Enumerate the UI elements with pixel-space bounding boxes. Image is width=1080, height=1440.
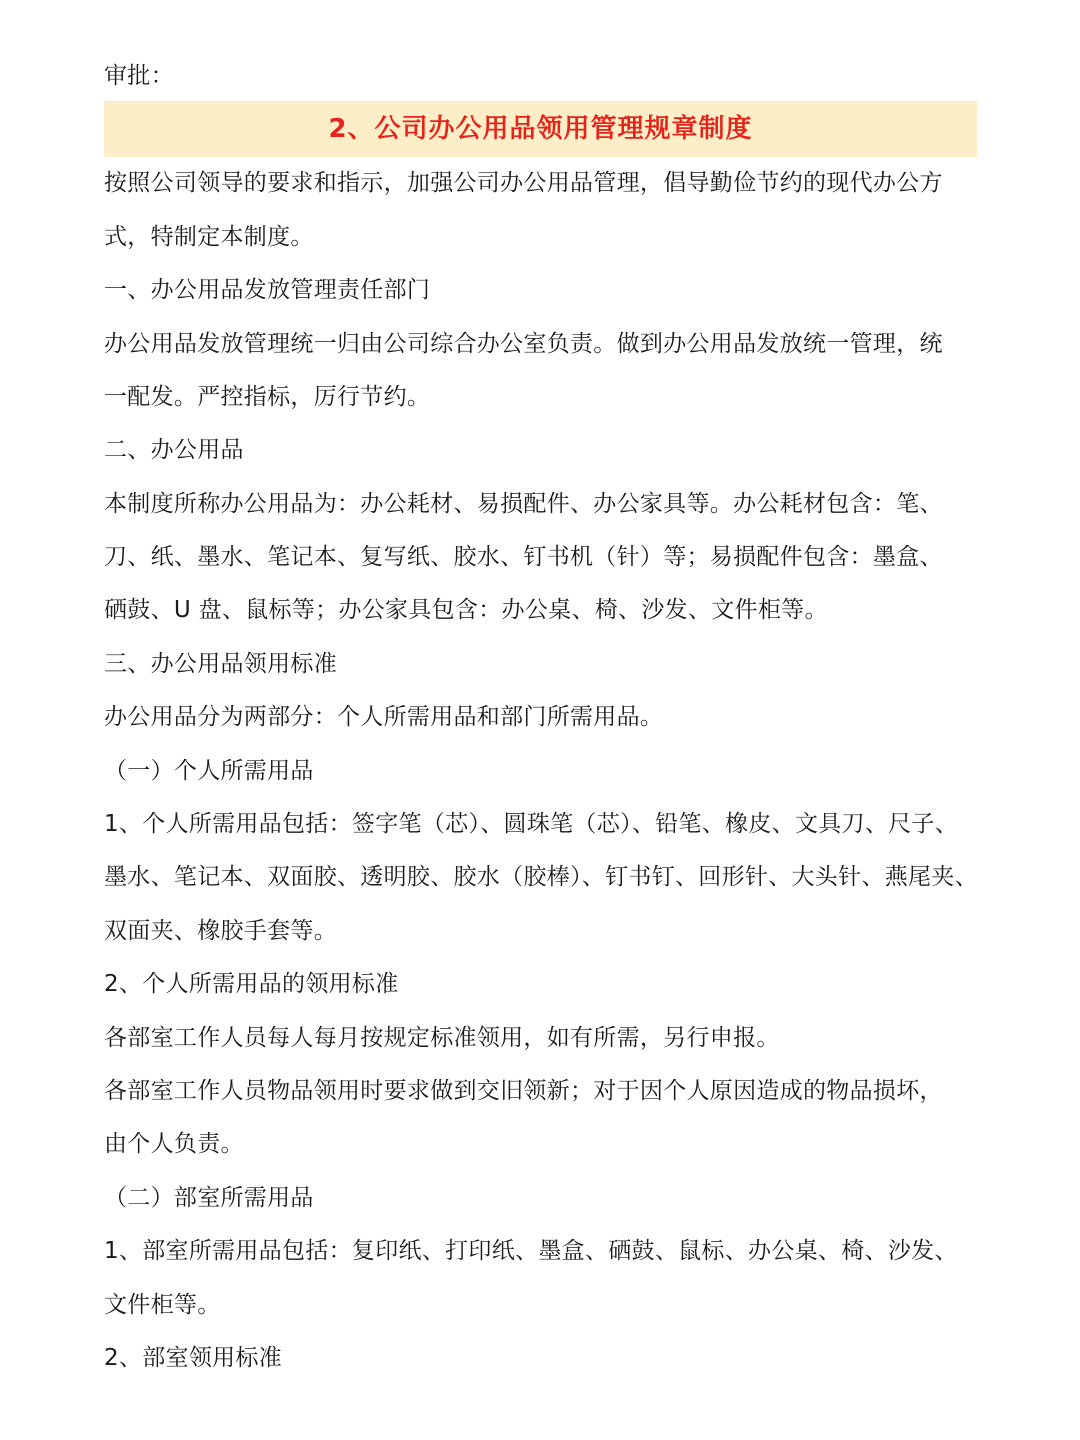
paragraph-line: 刀、纸、墨水、笔记本、复写纸、胶水、钉书机（针）等；易损配件包含：墨盒、 [104,544,943,570]
paragraph-line: 文件柜等。 [104,1292,221,1318]
paragraph-line: 本制度所称办公用品为：办公耗材、易损配件、办公家具等。办公耗材包含：笔、 [104,491,943,517]
item-heading: 2、部室领用标准 [104,1345,283,1371]
paragraph-line: 一配发。严控指标，厉行节约。 [104,384,431,410]
document-title: 2、公司办公用品领用管理规章制度 [328,114,753,144]
paragraph-line: 由个人负责。 [104,1131,244,1157]
section-heading: 一、办公用品发放管理责任部门 [104,277,431,303]
title-band [104,101,977,157]
paragraph-line: 办公用品分为两部分：个人所需用品和部门所需用品。 [104,704,664,730]
approval-label: 审批： [104,63,174,89]
paragraph-line: 硒鼓、U 盘、鼠标等；办公家具包含：办公桌、椅、沙发、文件柜等。 [104,597,828,623]
paragraph-line: 墨水、笔记本、双面胶、透明胶、胶水（胶棒）、钉书钉、回形针、大头针、燕尾夹、 [104,864,978,890]
section-heading: 三、办公用品领用标准 [104,651,337,677]
item-heading: 2、个人所需用品的领用标准 [104,971,399,997]
paragraph-line: 各部室工作人员每人每月按规定标准领用，如有所需，另行申报。 [104,1025,780,1051]
paragraph-line: 式，特制定本制度。 [104,224,314,250]
paragraph-line: 1、部室所需用品包括：复印纸、打印纸、墨盒、硒鼓、鼠标、办公桌、椅、沙发、 [104,1238,958,1264]
subsection-heading: （二）部室所需用品 [104,1185,314,1211]
subsection-heading: （一）个人所需用品 [104,758,314,784]
section-heading: 二、办公用品 [104,437,244,463]
paragraph-line: 各部室工作人员物品领用时要求做到交旧领新；对于因个人原因造成的物品损坏， [104,1078,943,1104]
paragraph-line: 1、个人所需用品包括：签字笔（芯）、圆珠笔（芯）、铅笔、橡皮、文具刀、尺子、 [104,811,959,837]
paragraph-line: 按照公司领导的要求和指示，加强公司办公用品管理，倡导勤俭节约的现代办公方 [104,170,943,196]
paragraph-line: 双面夹、橡胶手套等。 [104,918,337,944]
paragraph-line: 办公用品发放管理统一归由公司综合办公室负责。做到办公用品发放统一管理，统 [104,331,943,357]
